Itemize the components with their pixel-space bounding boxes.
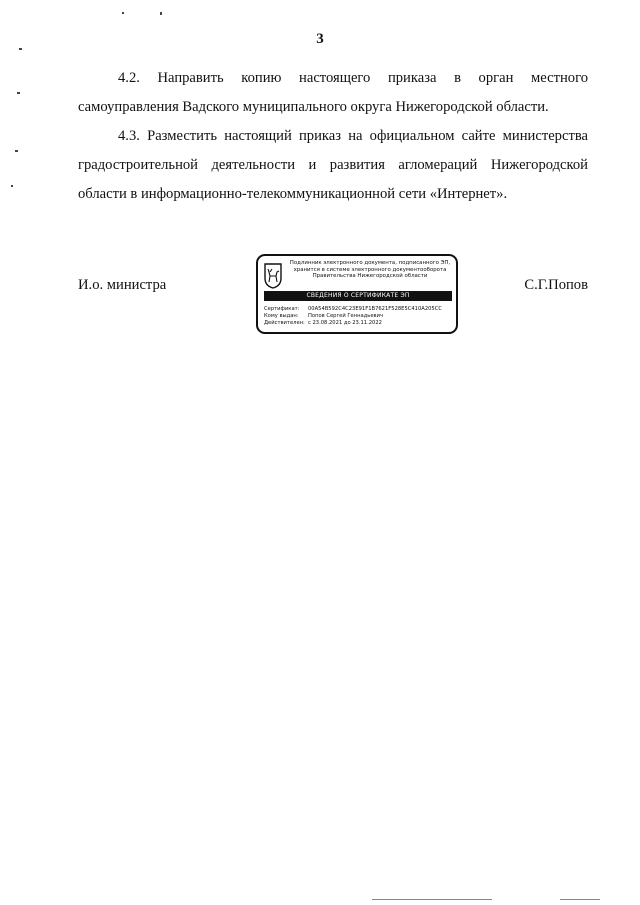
- stamp-header-line: хранится в системе электронного документооборота: [293, 266, 447, 273]
- stamp-certificate-title: СВЕДЕНИЯ О СЕРТИФИКАТЕ ЭП: [264, 291, 452, 301]
- issued-to-label: Кому выдан:: [264, 313, 299, 320]
- stamp-header-line: Правительства Нижегородской области: [312, 273, 428, 280]
- scan-edge-line: [560, 899, 600, 900]
- scan-speck: [19, 48, 22, 50]
- electronic-signature-stamp: [256, 254, 458, 334]
- scan-speck: [15, 150, 18, 152]
- certificate-label: Сертификат:: [264, 306, 300, 312]
- valid-row: [264, 320, 454, 327]
- page-number: 3: [316, 31, 324, 47]
- scan-speck: [11, 185, 13, 187]
- scan-speck: [17, 92, 20, 94]
- scan-speck: [160, 12, 162, 15]
- stamp-header: [286, 260, 454, 280]
- paragraph-4-2: 4.2. Направить копию настоящего приказа в орган местного самоуправления Вадского муниципального округа Нижегородской области.: [78, 70, 588, 115]
- scan-speck: [122, 12, 124, 14]
- coat-of-arms-icon: [264, 263, 282, 289]
- valid-label: Действителен:: [264, 320, 305, 327]
- signatory-position: И.о. министра: [78, 277, 167, 293]
- signatory-name: С.Г.Попов: [524, 277, 588, 293]
- stamp-details: [264, 306, 454, 328]
- valid-value: с 23.08.2021 до 23.11.2022: [308, 320, 382, 327]
- stamp-header-line: Подлинник электронного документа, подписанного ЭП,: [289, 260, 451, 266]
- issued-to-value: Попов Сергей Геннадьевич: [308, 313, 384, 320]
- certificate-value: 00A54B592C4C23E91F1B7621F528E5C410A205CC: [308, 306, 442, 312]
- paragraph-4-3: 4.3. Разместить настоящий приказ на официальном сайте министерства градостроительной деятельности и развития агломераций Нижегородской области в информационно-телекоммуникационной сети «Интернет».: [78, 128, 588, 202]
- scan-edge-line: [372, 899, 492, 900]
